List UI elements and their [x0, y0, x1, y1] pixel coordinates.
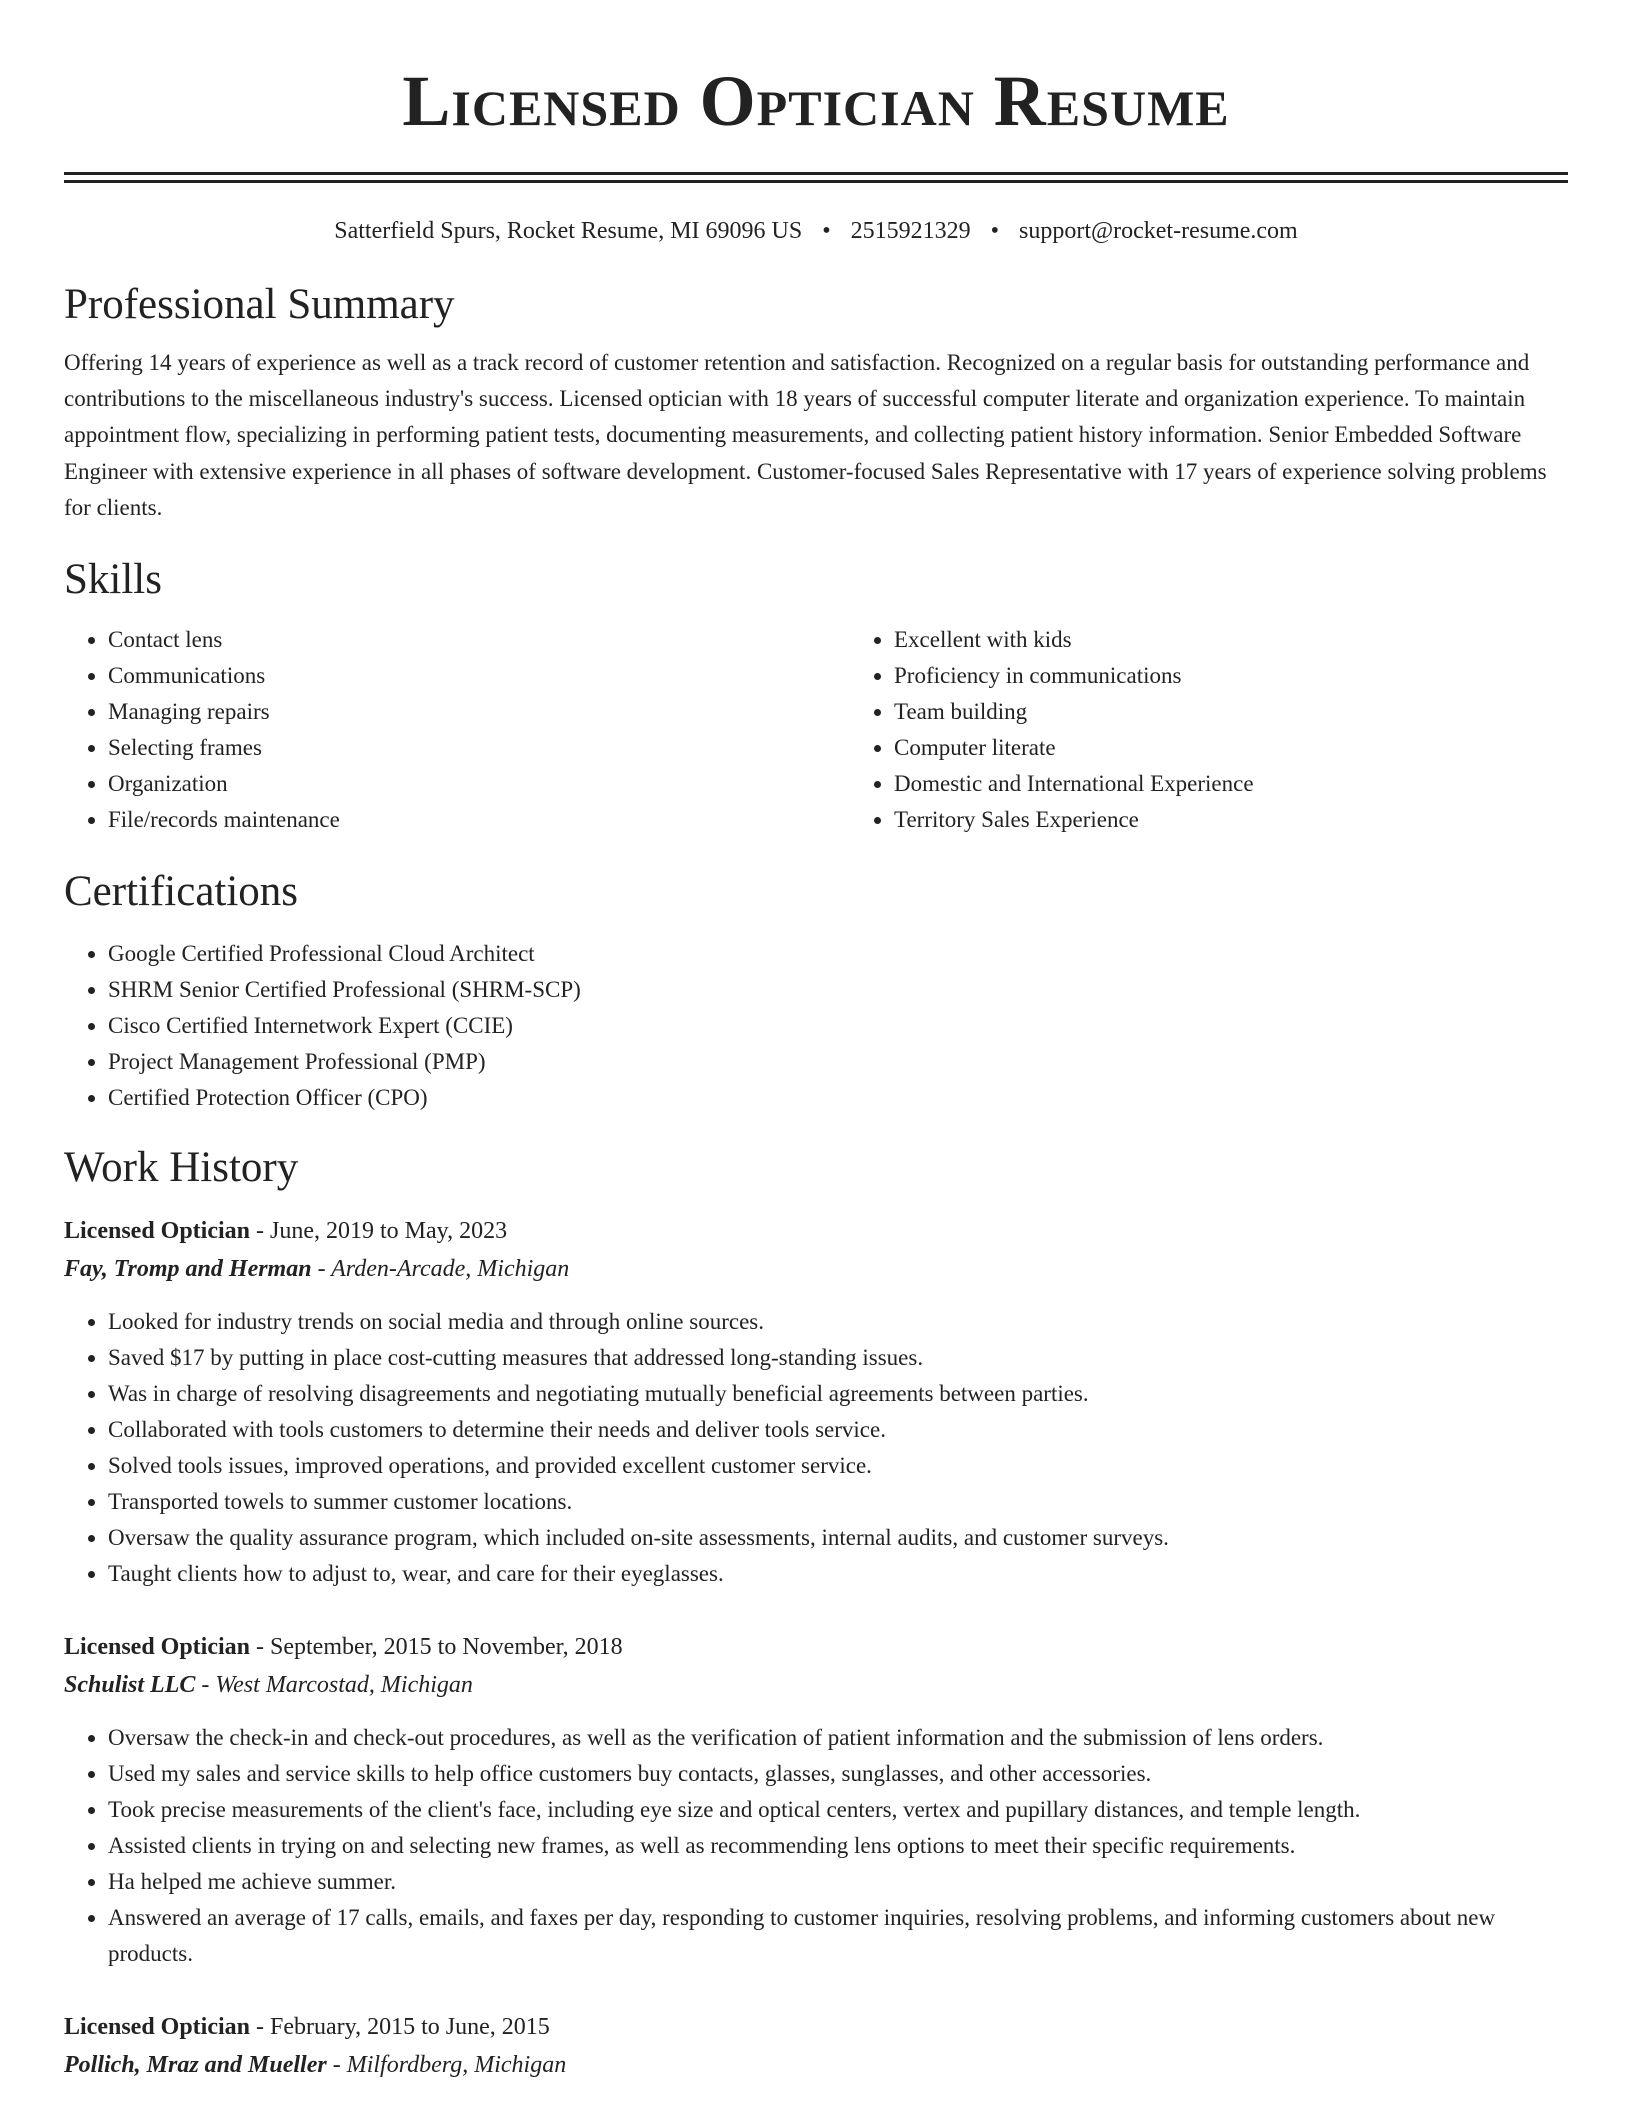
job-title-line — [64, 1212, 1568, 1250]
work-history-section — [64, 1142, 1568, 2084]
job-duty: • Taught clients how to adjust to, wear, and care for their eyeglasses. — [108, 1556, 1568, 1592]
certifications-section — [64, 866, 1568, 1116]
skills-left-list — [64, 622, 850, 838]
contact-line — [64, 215, 1568, 247]
certification-item: • SHRM Senior Certified Professional (SHRM-SCP) — [108, 972, 1568, 1008]
job-duty: • Assisted clients in trying on and selecting new frames, as well as recommending lens options to meet their specific requirements. — [108, 1828, 1568, 1864]
job-company: Schulist LLC — [64, 1672, 196, 1699]
job-entry — [64, 2008, 1568, 2084]
job-duty: • Answered an average of 17 calls, emails, and faxes per day, responding to customer inquiries, resolving problems, and informing customers about new products. — [108, 1900, 1568, 1972]
contact-separator: • — [822, 218, 831, 244]
title-divider-bottom — [64, 180, 1568, 183]
job-duties-list — [64, 1720, 1568, 1972]
job-duty: • Was in charge of resolving disagreements and negotiating mutually beneficial agreements between parties. — [108, 1376, 1568, 1412]
job-company: Fay, Tromp and Herman — [64, 1256, 312, 1283]
work-history-heading: Work History — [64, 1144, 299, 1192]
skill-item: • Proficiency in communications — [894, 658, 1632, 694]
skill-item: • Computer literate — [894, 730, 1632, 766]
skill-item: • Communications — [108, 658, 850, 694]
title-divider-top — [64, 172, 1568, 175]
job-duty: • Collaborated with tools customers to determine their needs and deliver tools service. — [108, 1412, 1568, 1448]
summary-text: Offering 14 years of experience as well as a track record of customer retention and satisfaction. Recognized on a regular basis for outstanding performance and contributions to the miscellaneous industry's success. Licensed optician with 18 years of successful computer literate and organization experience. To maintain appointment flow, specializing in performing patient tests, documenting measurements, and collecting patient history information. Senior Embedded Software Engineer with extensive experience in all phases of software development. Customer-focused Sales Representative with 17 years of experience solving problems for clients. — [64, 350, 1547, 520]
job-title: Licensed Optician — [64, 1634, 251, 1661]
job-company-line — [64, 1666, 1568, 1704]
job-duty: • Used my sales and service skills to help office customers buy contacts, glasses, sunglasses, and other accessories. — [108, 1756, 1568, 1792]
skill-item: • Team building — [894, 694, 1632, 730]
skill-item: • Territory Sales Experience — [894, 802, 1632, 838]
job-duty: • Took precise measurements of the client's face, including eye size and optical centers, vertex and pupillary distances, and temple length. — [108, 1792, 1568, 1828]
skills-section — [64, 554, 1568, 838]
certification-item: • Cisco Certified Internetwork Expert (CCIE) — [108, 1008, 1568, 1044]
skill-item: • Domestic and International Experience — [894, 766, 1632, 802]
job-duty: • Saved $17 by putting in place cost-cutting measures that addressed long-standing issues. — [108, 1340, 1568, 1376]
certification-item: • Project Management Professional (PMP) — [108, 1044, 1568, 1080]
job-title: Licensed Optician — [64, 2014, 251, 2041]
job-entry — [64, 1212, 1568, 1592]
skills-right-list — [850, 622, 1632, 838]
contact-phone: 2515921329 — [850, 218, 971, 244]
summary-heading: Professional Summary — [64, 281, 455, 328]
certification-item: • Google Certified Professional Cloud Architect — [108, 936, 1568, 972]
job-company: Pollich, Mraz and Mueller — [64, 2052, 327, 2079]
job-title: Licensed Optician — [64, 1218, 251, 1245]
job-company-line — [64, 1250, 1568, 1288]
resume-title: Licensed Optician Resume — [402, 61, 1230, 141]
job-duty: • Looked for industry trends on social media and through online sources. — [108, 1304, 1568, 1340]
skill-item: • Contact lens — [108, 622, 850, 658]
job-dates: - September, 2015 to November, 2018 — [256, 1634, 623, 1661]
job-duty: • Transported towels to summer customer locations. — [108, 1484, 1568, 1520]
job-duties-list — [64, 1304, 1568, 1592]
contact-email: support@rocket-resume.com — [1019, 218, 1298, 244]
job-location: - Milfordberg, Michigan — [332, 2052, 567, 2079]
skill-item: • Excellent with kids — [894, 622, 1632, 658]
certifications-list — [64, 936, 1568, 1116]
job-dates: - June, 2019 to May, 2023 — [256, 1218, 508, 1245]
job-duty: • Ha helped me achieve summer. — [108, 1864, 1568, 1900]
job-duty: • Oversaw the check-in and check-out procedures, as well as the verification of patient information and the submission of lens orders. — [108, 1720, 1568, 1756]
skill-item: • File/records maintenance — [108, 802, 850, 838]
job-location: - West Marcostad, Michigan — [201, 1672, 473, 1699]
certifications-heading: Certifications — [64, 868, 299, 916]
contact-separator: • — [990, 218, 1000, 244]
skill-item: • Managing repairs — [108, 694, 850, 730]
job-company-line — [64, 2046, 1568, 2084]
job-title-line — [64, 1628, 1568, 1666]
certification-item: • Certified Protection Officer (CPO) — [108, 1080, 1568, 1116]
job-duty: • Solved tools issues, improved operations, and provided excellent customer service. — [108, 1448, 1568, 1484]
skill-item: • Organization — [108, 766, 850, 802]
job-title-line — [64, 2008, 1568, 2046]
skill-item: • Selecting frames — [108, 730, 850, 766]
job-duty: • Oversaw the quality assurance program, which included on-site assessments, internal audits, and customer surveys. — [108, 1520, 1568, 1556]
skills-heading: Skills — [64, 556, 162, 604]
job-entry — [64, 1628, 1568, 1972]
summary-section — [64, 279, 1568, 526]
contact-address: Satterfield Spurs, Rocket Resume, MI 69096 US — [334, 218, 803, 244]
skills-grid — [64, 622, 1568, 838]
job-location: - Arden-Arcade, Michigan — [317, 1256, 570, 1283]
job-dates: - February, 2015 to June, 2015 — [256, 2014, 550, 2041]
